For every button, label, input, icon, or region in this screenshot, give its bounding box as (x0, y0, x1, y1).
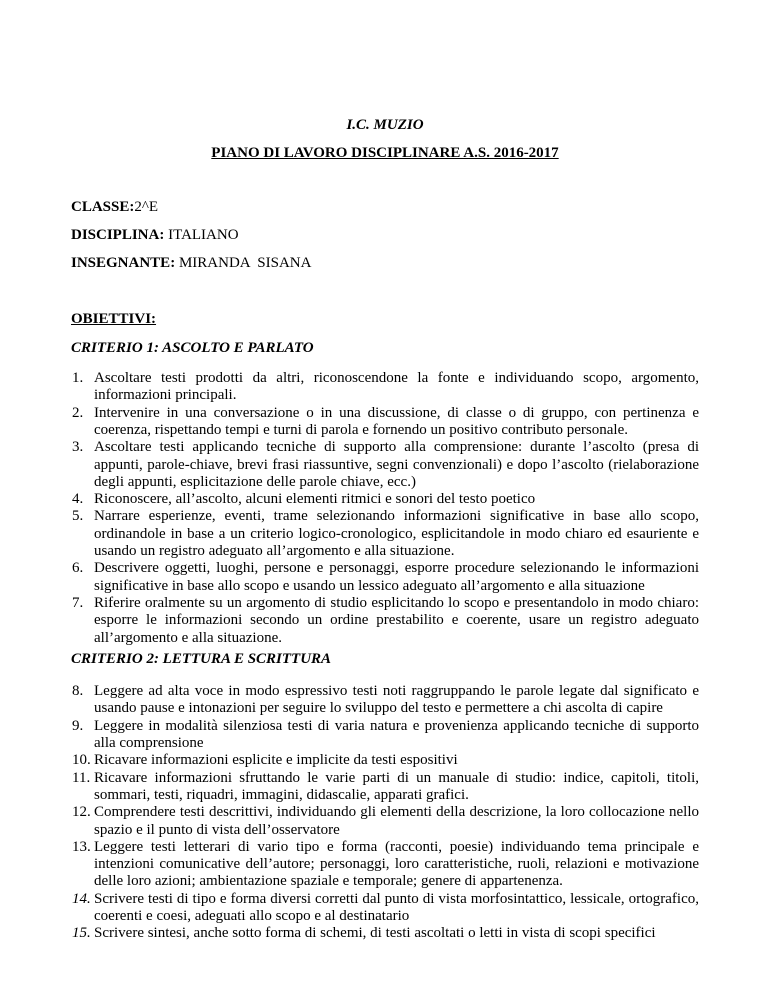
item-number: 2. (72, 404, 84, 421)
disciplina-value: ITALIANO (164, 226, 239, 243)
item-number: 6. (72, 560, 84, 577)
disciplina-line (71, 227, 699, 244)
item-text: Scrivere sintesi, anche sotto forma di schemi, di testi ascoltati o letti in vista di scopi specifici (94, 925, 656, 942)
item-text: Riferire oralmente su un argomento di studio esplicitando lo scopo e presentandolo in modo chiaro: esporre le informazioni secondo un ordine prestabilito e coerente, usare un registro adeguato all’argomento e alla situazione. (94, 594, 699, 646)
insegnante-label: INSEGNANTE: (71, 255, 176, 272)
item-number: 8. (72, 683, 84, 700)
list-item-15 (71, 925, 699, 942)
item-text: Ascoltare testi applicando tecniche di supporto alla comprensione: durante l’ascolto (presa di appunti, parole-chiave, brevi frasi riassuntive, segni convenzionali) e dopo l’ascolto (rielaborazione degli appunti, esplicitazione delle parole chiave, ecc.) (94, 439, 699, 490)
item-text: Scrivere testi di tipo e forma diversi corretti dal punto di vista morfosintattico, lessicale, ortografico, coerenti e coesi, adeguati allo scopo e al destinatario (94, 890, 699, 924)
item-number: 9. (72, 717, 84, 734)
list-item-3 (71, 439, 699, 491)
item-number: 1. (72, 370, 84, 387)
item-text: Intervenire in una conversazione o in una discussione, di classe o di gruppo, con pertinenza e coerenza, rispettando tempi e turni di parola e fornendo un positivo contributo personale. (94, 404, 699, 438)
item-number: 4. (72, 491, 84, 508)
item-text: Comprendere testi descrittivi, individuando gli elementi della descrizione, la loro collocazione nello spazio e il punto di vista dell’osservatore (94, 804, 699, 838)
item-text: Riconoscere, all’ascolto, alcuni elementi ritmici e sonori del testo poetico (94, 491, 536, 508)
insegnante-value: MIRANDA SISANA (175, 255, 312, 272)
criterio2-heading: CRITERIO 2: LETTURA E SCRITTURA (71, 650, 332, 667)
list-item-6 (71, 560, 699, 595)
item-number: 11. (72, 769, 91, 786)
list-item-1 (71, 370, 699, 405)
list-item-12 (71, 804, 699, 839)
list-item-13 (71, 839, 699, 891)
item-text: Ascoltare testi prodotti da altri, riconoscendone la fonte e individuando scopo, argomento, informazioni principali. (94, 370, 699, 404)
item-number: 12. (72, 804, 91, 821)
vertical-spacer (71, 283, 699, 311)
criterio1-heading: CRITERIO 1: ASCOLTO E PARLATO (71, 339, 314, 356)
item-number: 5. (72, 508, 84, 525)
item-number: 7. (72, 594, 84, 611)
item-number: 3. (72, 439, 84, 456)
list-item-5 (71, 508, 699, 560)
item-text: Ricavare informazioni sfruttando le varie parti di un manuale di studio: indice, capitoli, titoli, sommari, testi, riquadri, immagini, didascalie, apparati grafici. (94, 769, 699, 803)
insegnante-line (71, 255, 699, 272)
list-item-14 (71, 891, 699, 926)
criterio1-list (71, 370, 699, 647)
item-number: 13. (72, 838, 91, 855)
item-text: Leggere ad alta voce in modo espressivo testi noti raggruppando le parole legate dal significato e usando pause e intonazioni per seguire lo sviluppo del testo e permettere a chi ascolta di capire (94, 683, 699, 717)
item-number: 10. (72, 752, 91, 769)
list-item-8 (71, 683, 699, 718)
item-text: Leggere in modalità silenziosa testi di varia natura e provenienza applicando tecniche di supporto alla comprensione (94, 717, 699, 752)
document-title: PIANO DI LAVORO DISCIPLINARE A.S. 2016-2017 (211, 145, 559, 162)
item-text: Narrare esperienze, eventi, trame selezionando informazioni significative in base allo scopo, ordinandole in base a un criterio logico-cronologico, esplicitandole in modo chiaro ed esauriente e usando un registro adeguato all’argomento e alla situazione. (94, 508, 699, 560)
classe-label: CLASSE: (71, 198, 135, 215)
classe-line (71, 199, 699, 216)
classe-value: 2^E (134, 198, 159, 215)
list-item-7 (71, 595, 699, 647)
item-text: Descrivere oggetti, luoghi, persone e personaggi, esporre procedure selezionando le informazioni significative in base allo scopo e usando un lessico adeguato all’argomento e alla situazione (94, 560, 699, 594)
item-number: 14. (72, 890, 91, 907)
item-number: 15. (72, 925, 91, 942)
list-item-10 (71, 752, 699, 769)
list-item-11 (71, 770, 699, 805)
school-name: I.C. MUZIO (346, 117, 424, 133)
criterio2-list (71, 683, 699, 942)
disciplina-label: DISCIPLINA: (71, 226, 165, 243)
obiettivi-heading: OBIETTIVI: (71, 311, 157, 328)
list-item-2 (71, 405, 699, 440)
list-item-9 (71, 718, 699, 753)
item-text: Ricavare informazioni esplicite e implicite da testi espositivi (94, 752, 458, 769)
list-item-4 (71, 491, 699, 508)
item-text: Leggere testi letterari di vario tipo e forma (racconti, poesie) individuando tema principale e intenzioni comunicative dell’autore; personaggi, loro caratteristiche, ruoli, relazioni e motivazione delle loro azioni; ambientazione spaziale e temporale; genere di appartenenza. (94, 838, 699, 890)
